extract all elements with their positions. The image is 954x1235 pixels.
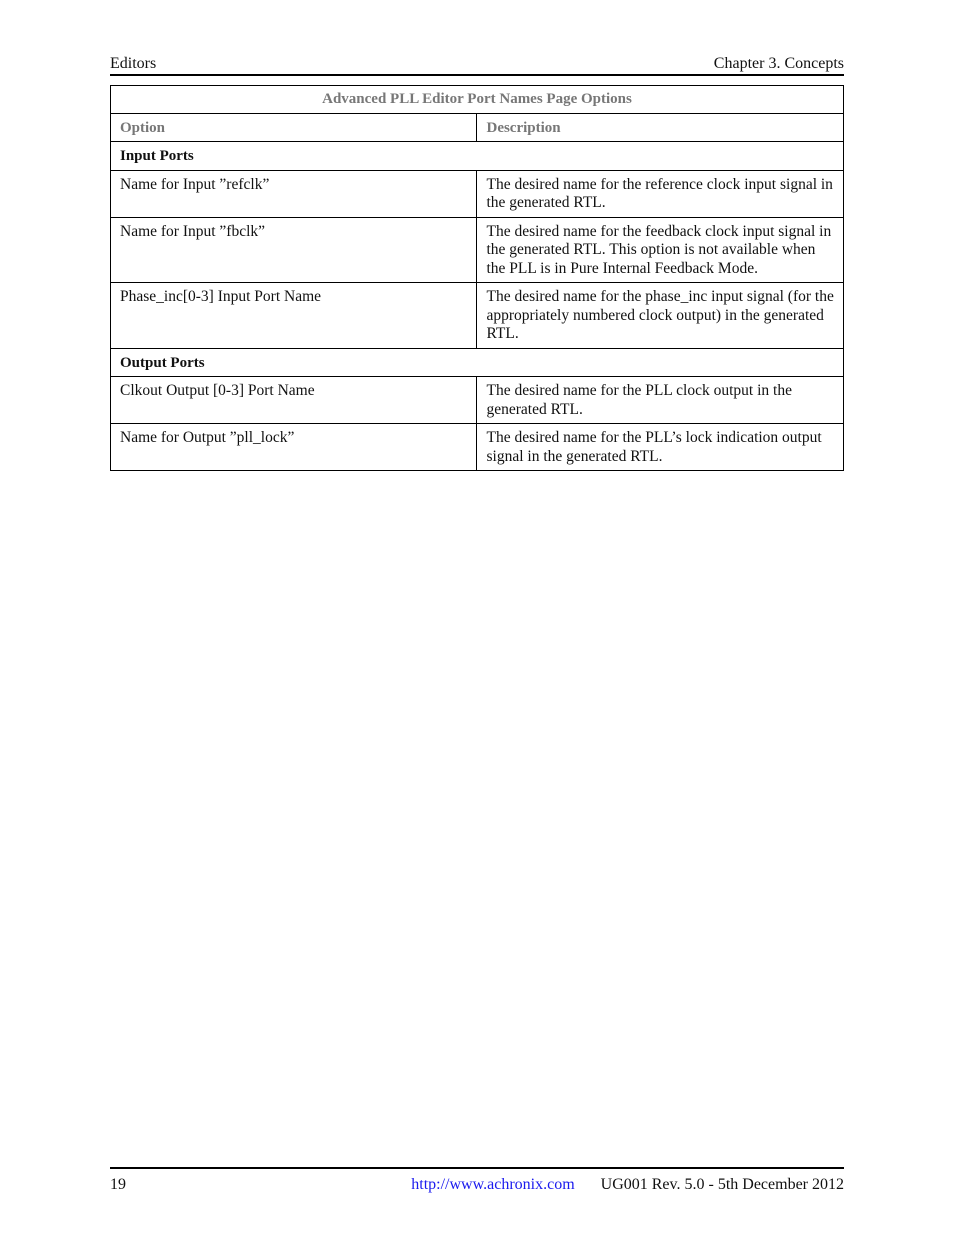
column-header-option: Option: [111, 113, 477, 142]
table-row: [111, 170, 844, 217]
description-cell: The desired name for the reference clock input signal in the generated RTL.: [477, 170, 844, 217]
page-header: [110, 54, 844, 76]
description-cell: The desired name for the feedback clock input signal in the generated RTL. This option is not available when the PLL is in Pure Internal Feedback Mode.: [477, 217, 844, 283]
option-cell: Phase_inc[0-3] Input Port Name: [111, 283, 477, 349]
option-cell: Name for Input ”refclk”: [111, 170, 477, 217]
page-footer: [110, 1167, 844, 1193]
port-names-options-table: [110, 85, 844, 471]
description-cell: The desired name for the PLL clock output in the generated RTL.: [477, 377, 844, 424]
description-cell: The desired name for the phase_inc input signal (for the appropriately numbered clock output) in the generated RTL.: [477, 283, 844, 349]
section-title-input-ports: Input Ports: [111, 142, 844, 171]
table-row: [111, 377, 844, 424]
option-cell: Clkout Output [0-3] Port Name: [111, 377, 477, 424]
website-link[interactable]: http://www.achronix.com: [411, 1176, 575, 1193]
header-chapter-title: Chapter 3. Concepts: [713, 55, 844, 72]
column-header-description: Description: [477, 113, 844, 142]
footer-right-group: [411, 1173, 844, 1197]
option-cell: Name for Output ”pll_lock”: [111, 424, 477, 471]
table-column-header-row: [111, 113, 844, 142]
description-cell: The desired name for the PLL’s lock indication output signal in the generated RTL.: [477, 424, 844, 471]
section-row-output-ports: [111, 348, 844, 377]
page-number: 19: [110, 1176, 126, 1193]
section-title-output-ports: Output Ports: [111, 348, 844, 377]
table-row: [111, 283, 844, 349]
section-row-input-ports: [111, 142, 844, 171]
table-row: [111, 217, 844, 283]
table-row: [111, 424, 844, 471]
table-caption: Advanced PLL Editor Port Names Page Options: [111, 86, 844, 114]
header-section-title: Editors: [110, 55, 157, 72]
table-caption-row: [111, 86, 844, 114]
document-revision-info: UG001 Rev. 5.0 - 5th December 2012: [600, 1176, 844, 1193]
option-cell: Name for Input ”fbclk”: [111, 217, 477, 283]
